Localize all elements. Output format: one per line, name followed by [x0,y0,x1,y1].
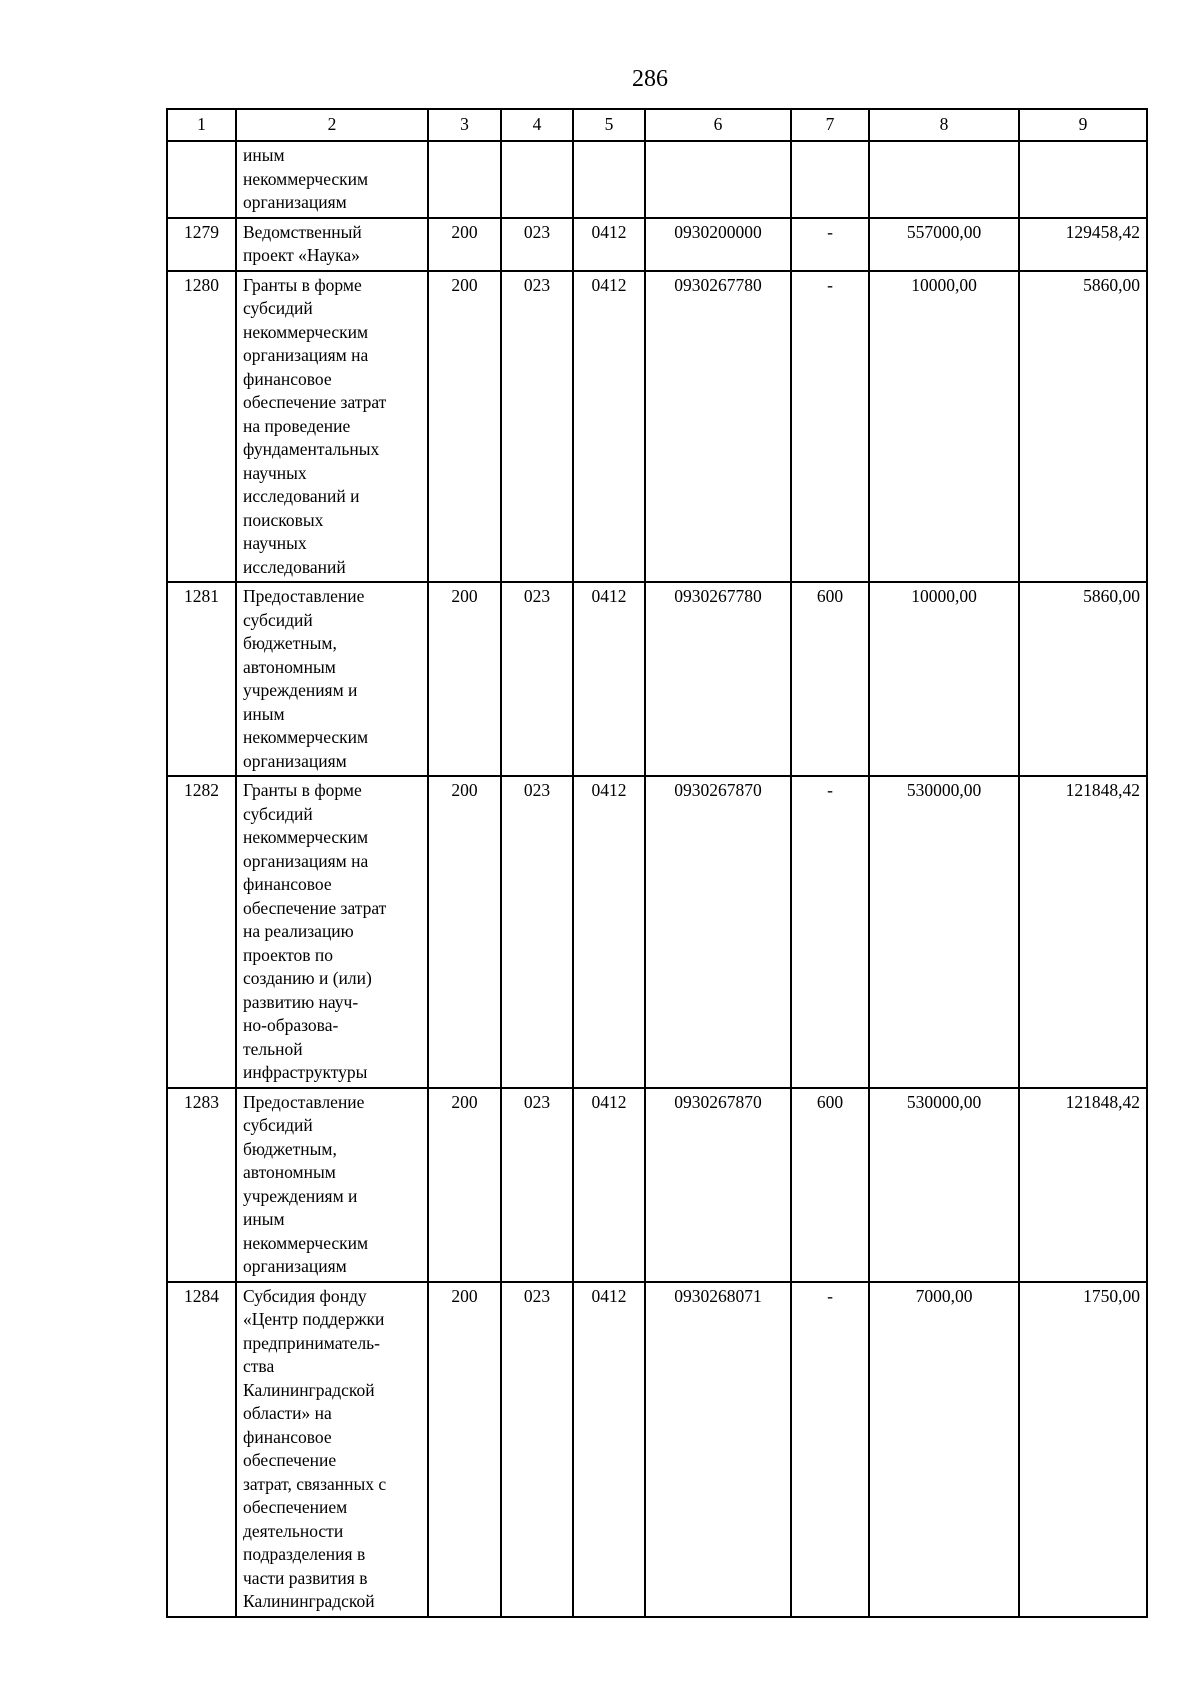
cell-col4: 023 [501,776,573,1088]
cell-col9: 1750,00 [1019,1282,1147,1617]
cell-col9: 121848,42 [1019,1088,1147,1282]
cell-col3: 200 [428,776,501,1088]
table-row [167,1282,1147,1617]
cell-col9: 5860,00 [1019,582,1147,776]
table-row [167,218,1147,271]
cell-col7: - [791,271,869,583]
header-cell: 5 [573,109,645,141]
row-description: Гранты в форме субсидий некоммерческим организациям на финансовое обеспечение затрат на реализацию проектов по созданию и (или) развитию науч- но-образова- тельной инфраструктуры [236,776,428,1088]
cell-col7: 600 [791,582,869,776]
cell-col5: 0412 [573,1088,645,1282]
cell-col4: 023 [501,271,573,583]
row-description: иным некоммерческим организациям [236,141,428,218]
header-cell: 8 [869,109,1019,141]
table-row [167,1088,1147,1282]
cell-col5: 0412 [573,218,645,271]
budget-table [166,108,1148,1618]
cell-col4 [501,141,573,218]
row-number: 1282 [167,776,236,1088]
table-row [167,776,1147,1088]
header-cell: 9 [1019,109,1147,141]
row-description: Ведомственный проект «Наука» [236,218,428,271]
cell-col8: 530000,00 [869,1088,1019,1282]
cell-col6: 0930268071 [645,1282,791,1617]
cell-col6: 0930200000 [645,218,791,271]
row-number: 1284 [167,1282,236,1617]
table-row [167,271,1147,583]
row-description: Субсидия фонду «Центр поддержки предприниматель- ства Калининградской области» на финансовое обеспечение затрат, связанных с обеспечением деятельности подразделения в части развития в Калининградской [236,1282,428,1617]
header-cell: 1 [167,109,236,141]
cell-col7 [791,141,869,218]
cell-col9: 121848,42 [1019,776,1147,1088]
cell-col3: 200 [428,218,501,271]
cell-col6 [645,141,791,218]
cell-col7: - [791,776,869,1088]
cell-col6: 0930267780 [645,582,791,776]
cell-col6: 0930267780 [645,271,791,583]
cell-col7: - [791,1282,869,1617]
cell-col5: 0412 [573,582,645,776]
row-number: 1279 [167,218,236,271]
header-cell: 4 [501,109,573,141]
cell-col6: 0930267870 [645,1088,791,1282]
page-number: 286 [632,66,668,92]
row-number [167,141,236,218]
cell-col4: 023 [501,582,573,776]
cell-col5: 0412 [573,776,645,1088]
cell-col8: 10000,00 [869,582,1019,776]
row-description: Гранты в форме субсидий некоммерческим организациям на финансовое обеспечение затрат на проведение фундаментальных научных исследований и поисковых научных исследований [236,271,428,583]
cell-col3 [428,141,501,218]
cell-col5: 0412 [573,1282,645,1617]
row-number: 1280 [167,271,236,583]
cell-col8: 7000,00 [869,1282,1019,1617]
cell-col9 [1019,141,1147,218]
header-row [167,109,1147,141]
cell-col5: 0412 [573,271,645,583]
cell-col3: 200 [428,1282,501,1617]
table-row [167,141,1147,218]
cell-col6: 0930267870 [645,776,791,1088]
cell-col9: 5860,00 [1019,271,1147,583]
cell-col9: 129458,42 [1019,218,1147,271]
cell-col7: - [791,218,869,271]
row-description: Предоставление субсидий бюджетным, автономным учреждениям и иным некоммерческим организациям [236,582,428,776]
header-cell: 7 [791,109,869,141]
cell-col4: 023 [501,1088,573,1282]
table-row [167,582,1147,776]
header-cell: 2 [236,109,428,141]
cell-col3: 200 [428,582,501,776]
cell-col3: 200 [428,1088,501,1282]
header-cell: 6 [645,109,791,141]
cell-col8: 10000,00 [869,271,1019,583]
cell-col8: 557000,00 [869,218,1019,271]
cell-col8 [869,141,1019,218]
cell-col4: 023 [501,1282,573,1617]
header-cell: 3 [428,109,501,141]
cell-col3: 200 [428,271,501,583]
cell-col5 [573,141,645,218]
row-number: 1283 [167,1088,236,1282]
row-number: 1281 [167,582,236,776]
cell-col7: 600 [791,1088,869,1282]
cell-col4: 023 [501,218,573,271]
cell-col8: 530000,00 [869,776,1019,1088]
row-description: Предоставление субсидий бюджетным, автономным учреждениям и иным некоммерческим организациям [236,1088,428,1282]
